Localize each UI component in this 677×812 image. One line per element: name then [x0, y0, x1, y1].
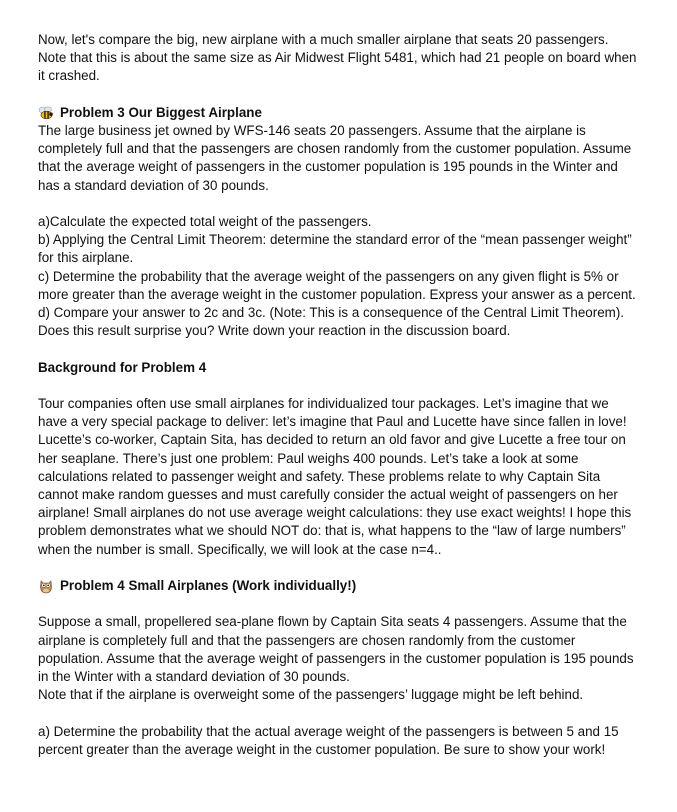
problem-3-title: Problem 3 Our Biggest Airplane — [60, 104, 262, 120]
problem-3-part-a: a)Calculate the expected total weight of the passengers. — [38, 214, 372, 229]
spacer — [38, 559, 638, 577]
background-4-heading: Background for Problem 4 — [38, 359, 207, 375]
bee-icon — [38, 105, 54, 121]
problem-3-part-d: d) Compare your answer to 2c and 3c. (Note: This is a consequence of the Central Limit Theorem). Does this result surprise you? Write down your reaction in the discussion board. — [38, 305, 624, 339]
spacer — [38, 595, 638, 613]
problem-4-body: Suppose a small, propellered sea-plane flown by Captain Sita seats 4 passengers. Assume that the airplane is completely full and that the passengers are chosen randomly from the customer population. Assume that the average weight of passengers in the customer population is 195 pounds in the Winter with a standard deviation of 30 pounds. — [38, 614, 634, 685]
problem-3-heading — [38, 104, 638, 122]
problem-4-note: Note that if the airplane is overweight some of the passengers’ luggage might be left behind. — [38, 687, 584, 703]
problem-3-part-b: b) Applying the Central Limit Theorem: determine the standard error of the “mean passenger weight” for this airplane. — [38, 232, 632, 266]
document-page — [38, 31, 638, 759]
spacer — [38, 195, 638, 213]
problem-3-part-c: c) Determine the probability that the average weight of the passengers on any given flight is 5% or more greater than the average weight in the customer population. Express your answer as a percent. — [38, 268, 636, 302]
spacer — [38, 704, 638, 722]
problem-4-heading — [38, 577, 638, 595]
spacer — [38, 86, 638, 104]
problem-3-body: The large business jet owned by WFS-146 seats 20 passengers. Assume that the airplane is completely full and that the passengers are chosen randomly from the customer population. Assume that the average weight of passengers in the customer population is 195 pounds in the Winter and has a standard deviation of 30 pounds. — [38, 123, 632, 193]
spacer — [38, 377, 638, 395]
intro-paragraph: Now, let's compare the big, new airplane with a much smaller airplane that seats 20 passengers. Note that this is about the same size as Air Midwest Flight 5481, which had 21 people on board when it crashed. — [38, 32, 637, 84]
owl-icon — [38, 578, 54, 594]
background-4-body: Tour companies often use small airplanes for individualized tour packages. Let’s imagine that we have a very special package to deliver: let’s imagine that Paul and Lucette have since fallen in love! Lucette’s co-worker, Captain Sita, has decided to return an old favor and give Lucette a free tour on her seaplane. There’s just one problem: Paul weighs 400 pounds. Let’s take a look at some calculations related to passenger weight and safety. These problems relate to why Captain Sita cannot make random guesses and must carefully consider the actual weight of passengers on her airplane! Small airplanes do not use average weight calculations: they use exact weights! I hope this problem demonstrates what we should NOT do: that is, what happens to the “law of large numbers” when the number is small. Specifically, we will look at the case n=4.. — [38, 396, 632, 557]
problem-4-part-a: a) Determine the probability that the actual average weight of the passengers is between 5 and 15 percent greater than the average weight in the customer population. Be sure to show your work! — [38, 723, 619, 757]
spacer — [38, 340, 638, 358]
problem-4-title: Problem 4 Small Airplanes (Work individually!) — [60, 578, 357, 594]
